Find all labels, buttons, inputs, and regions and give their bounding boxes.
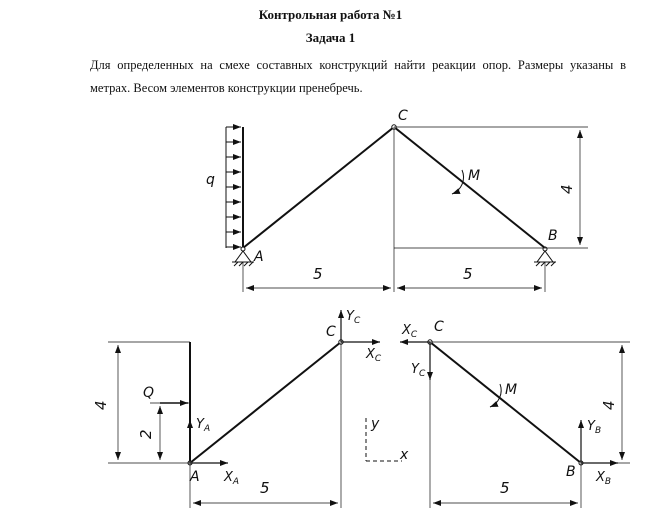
member-cb xyxy=(394,127,545,248)
figure-top xyxy=(206,108,588,292)
dim-height: 4 xyxy=(558,184,576,194)
dim-height-right: 4 xyxy=(600,400,618,410)
force-yc-left-label: $Y_C$ xyxy=(346,309,361,326)
document-title: Контрольная работа №1 xyxy=(258,7,403,22)
member-ac-left xyxy=(190,342,341,463)
point-c-label-top: C xyxy=(398,108,408,124)
force-xa-label: $X_A$ xyxy=(224,470,240,487)
axis-x-label: x xyxy=(400,447,409,463)
dim-q-height-left: 2 xyxy=(137,429,155,439)
figure-left xyxy=(92,309,382,508)
point-a-label-left: A xyxy=(190,469,200,485)
force-xb-label: $X_B$ xyxy=(596,470,612,487)
point-c-label-left: C xyxy=(326,324,336,340)
dim-span-left: 5 xyxy=(260,479,270,497)
dim-left-span: 5 xyxy=(313,265,323,283)
force-xc-right-label: $X_C$ xyxy=(402,323,418,340)
task-heading: Задача 1 xyxy=(305,30,356,45)
axis-y-label: y xyxy=(371,416,380,432)
force-q-label: Q xyxy=(143,385,155,401)
distributed-load-q xyxy=(226,127,243,248)
point-a-label-top: A xyxy=(254,249,264,265)
point-c-label-right: C xyxy=(434,319,444,335)
dim-height-left: 4 xyxy=(92,400,110,410)
force-yb-label: $Y_B$ xyxy=(587,419,602,436)
force-ya-label: $Y_A$ xyxy=(196,417,211,434)
dimension-lines-top xyxy=(243,127,588,292)
task-text: Для определенных на смехе составных конструкций найти реакции опор. Размеры указаны в метрах. Весом элементов конструкции пренебречь. xyxy=(90,58,626,95)
point-b-label-top: B xyxy=(548,228,558,244)
moment-label-top: M xyxy=(468,168,481,184)
member-cb-right xyxy=(430,342,581,463)
moment-label-right: M xyxy=(505,382,518,398)
figure-right xyxy=(400,319,630,508)
point-b-label-right: B xyxy=(566,464,576,480)
member-ac xyxy=(243,127,394,248)
force-xc-left-label: $X_C$ xyxy=(366,347,382,364)
force-yc-right-label: $Y_C$ xyxy=(411,362,426,379)
dim-span-right: 5 xyxy=(500,479,510,497)
dim-right-span: 5 xyxy=(463,265,473,283)
load-q-label: q xyxy=(206,172,215,188)
